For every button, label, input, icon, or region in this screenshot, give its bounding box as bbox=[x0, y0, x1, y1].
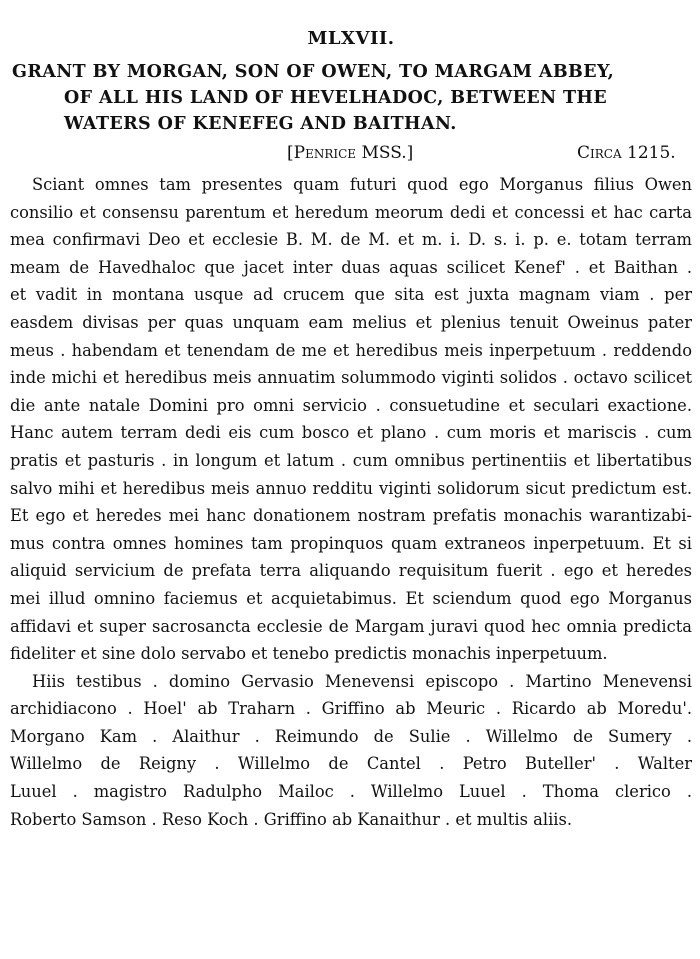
text-line: meam de Havedhaloc que jacet inter duas aquas scilicet Kenef' . et Baithan . bbox=[10, 257, 692, 277]
text-line: mei illud omnino faciemus et acquietabimus. Et sciendum quod ego Morganus bbox=[10, 588, 692, 608]
text-line: Hanc autem terram dedi eis cum bosco et plano . cum moris et mariscis . cum bbox=[10, 423, 692, 443]
text-line: inde michi et heredibus meis annuatim solummodo viginti solidos . octavo scilicet bbox=[10, 368, 692, 388]
text-line: affidavi et super sacrosancta ecclesie de Margam juravi quod hec omnia predicta bbox=[10, 616, 692, 636]
text-line: meus . habendam et tenendam de me et heredibus meis inperpetuum . reddendo bbox=[10, 340, 692, 360]
witness-line: Morgano Kam . Alaithur . Reimundo de Sulie . Willelmo de Sumery . bbox=[10, 726, 692, 746]
witness-paragraph bbox=[10, 668, 692, 834]
title-line: WATERS OF KENEFEG AND BAITHAN. bbox=[64, 114, 457, 134]
title-line: GRANT BY MORGAN, SON OF OWEN, TO MARGAM ABBEY, bbox=[12, 62, 615, 82]
witness-line: Willelmo de Reigny . Willelmo de Cantel . Petro Buteller' . Walter bbox=[10, 754, 692, 774]
title-line: OF ALL HIS LAND OF HEVELHADOC, BETWEEN THE bbox=[64, 88, 608, 108]
text-line: mea confirmavi Deo et ecclesie B. M. de M. et m. i. D. s. i. p. e. totam terram bbox=[10, 230, 692, 250]
text-line: aliquid servicium de prefata terra aliquando requisitum fuerit . ego et heredes bbox=[10, 561, 692, 581]
witness-line: archidiacono . Hoel' ab Traharn . Griffino ab Meuric . Ricardo ab Moredu'. bbox=[10, 699, 692, 719]
charter-meta bbox=[10, 141, 692, 169]
charter-date: Circa 1215. bbox=[577, 143, 676, 163]
text-line: Et ego et heredes mei hanc donationem nostram prefatis monachis warantizabi- bbox=[10, 506, 692, 526]
text-line: fideliter et sine dolo servabo et tenebo predictis monachis inperpetuum. bbox=[10, 644, 608, 664]
charter-number: MLXVII. bbox=[307, 28, 395, 49]
source-reference: [Penrice MSS.] bbox=[287, 143, 414, 163]
text-line: mus contra omnes homines tam propinquos quam extraneos inperpetuum. Et si bbox=[10, 533, 692, 553]
text-line: consilio et consensu parentum et heredum meorum dedi et concessi et hac carta bbox=[10, 202, 692, 222]
text-line: die ante natale Domini pro omni servicio . consuetudine et seculari exactione. bbox=[10, 395, 692, 415]
text-line: salvo mihi et heredibus meis annuo redditu viginti solidorum sicut predictum est. bbox=[10, 478, 692, 498]
text-line: et vadit in montana usque ad crucem que sita est juxta magnam viam . per bbox=[10, 285, 692, 305]
witness-line: Roberto Samson . Reso Koch . Griffino ab Kanaithur . et multis aliis. bbox=[10, 809, 573, 829]
grant-paragraph bbox=[10, 171, 692, 668]
witness-line: Hiis testibus . domino Gervasio Menevensi episcopo . Martino Menevensi bbox=[32, 671, 692, 691]
charter-text bbox=[10, 171, 692, 833]
charter-title bbox=[10, 59, 692, 137]
witness-line: Luuel . magistro Radulpho Mailoc . Willelmo Luuel . Thoma clerico . bbox=[10, 782, 692, 802]
text-line: pratis et pasturis . in longum et latum . cum omnibus pertinentiis et libertatibus bbox=[10, 450, 692, 470]
text-line: Sciant omnes tam presentes quam futuri quod ego Morganus filius Owen bbox=[32, 175, 692, 194]
text-line: easdem divisas per quas unquam eam melius et plenius tenuit Oweinus pater bbox=[10, 312, 692, 332]
